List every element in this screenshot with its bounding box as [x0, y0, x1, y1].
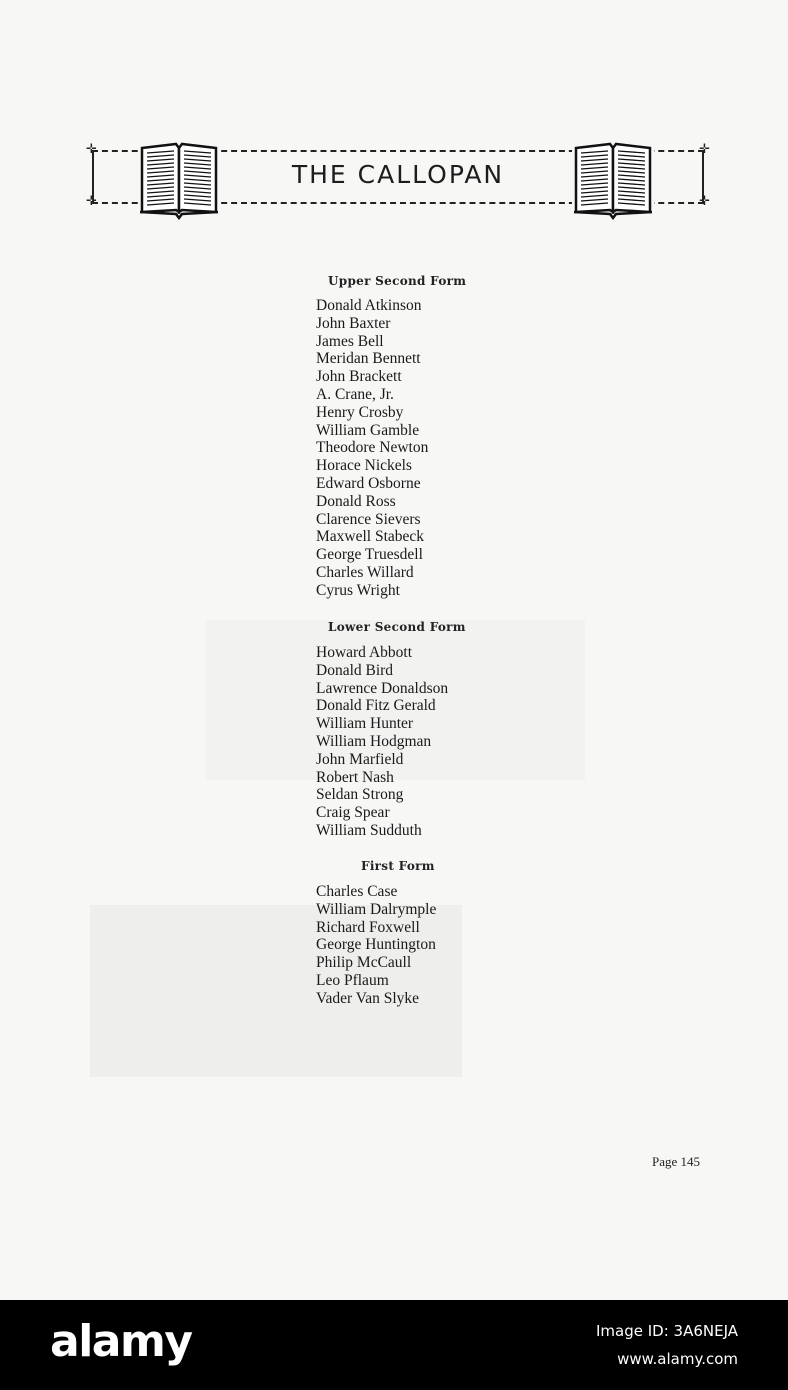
- student-name: John Baxter: [316, 314, 391, 332]
- name-list: [316, 644, 448, 840]
- page-number: Page 145: [652, 1154, 701, 1169]
- student-name: James Bell: [316, 332, 384, 350]
- student-name: Charles Case: [316, 883, 398, 900]
- page-header: [88, 138, 708, 220]
- student-name: Horace Nickels: [316, 457, 412, 475]
- student-name: Maxwell Stabeck: [316, 528, 425, 546]
- student-name: Leo Pflaum: [316, 971, 389, 989]
- open-book-icon: [572, 138, 654, 220]
- student-name: Seldan Strong: [316, 786, 404, 804]
- student-name: Clarence Sievers: [316, 510, 421, 528]
- student-name: A. Crane, Jr.: [316, 385, 394, 403]
- student-name: Henry Crosby: [316, 403, 404, 421]
- name-list: [316, 883, 436, 1008]
- student-name: John Brackett: [316, 368, 402, 386]
- corner-ornament-icon: ✛: [86, 194, 97, 209]
- student-name: Meridan Bennett: [316, 350, 421, 368]
- student-name: William Dalrymple: [316, 900, 437, 918]
- name-list: [316, 297, 428, 600]
- alamy-logo: alamy: [50, 1316, 192, 1367]
- student-name: Theodore Newton: [316, 439, 429, 457]
- section-heading: Lower Second Form: [328, 620, 466, 634]
- student-name: Richard Foxwell: [316, 918, 420, 936]
- student-name: Philip McCaull: [316, 954, 412, 972]
- student-name: Cyrus Wright: [316, 581, 400, 599]
- student-name: Donald Fitz Gerald: [316, 697, 436, 715]
- corner-ornament-icon: ✛: [86, 142, 97, 157]
- corner-ornament-icon: ✛: [699, 194, 710, 209]
- watermark-footer: [0, 1300, 788, 1390]
- student-name: William Gamble: [316, 421, 420, 439]
- student-name: John Marfield: [316, 750, 404, 768]
- student-name: Edward Osborne: [316, 474, 421, 492]
- open-book-icon: [138, 138, 220, 220]
- student-name: Craig Spear: [316, 804, 390, 822]
- student-name: Donald Bird: [316, 661, 394, 679]
- student-name: George Huntington: [316, 936, 436, 954]
- corner-ornament-icon: ✛: [699, 142, 710, 157]
- student-name: William Hunter: [316, 715, 414, 733]
- student-name: William Hodgman: [316, 732, 432, 750]
- student-name: Donald Atkinson: [316, 297, 422, 314]
- student-name: George Truesdell: [316, 546, 423, 564]
- image-id-label: Image ID: 3A6NEJA: [595, 1322, 738, 1340]
- student-name: Vader Van Slyke: [316, 989, 420, 1007]
- student-name: Donald Ross: [316, 492, 396, 510]
- student-name: Lawrence Donaldson: [316, 679, 449, 697]
- student-name: Charles Willard: [316, 563, 414, 581]
- publication-title: THE CALLOPAN: [291, 160, 505, 189]
- site-url: www.alamy.com: [617, 1350, 738, 1368]
- student-name: William Sudduth: [316, 821, 422, 839]
- section-heading: First Form: [361, 859, 435, 873]
- student-name: Robert Nash: [316, 768, 394, 786]
- student-name: Howard Abbott: [316, 644, 413, 661]
- section-heading: Upper Second Form: [328, 274, 467, 288]
